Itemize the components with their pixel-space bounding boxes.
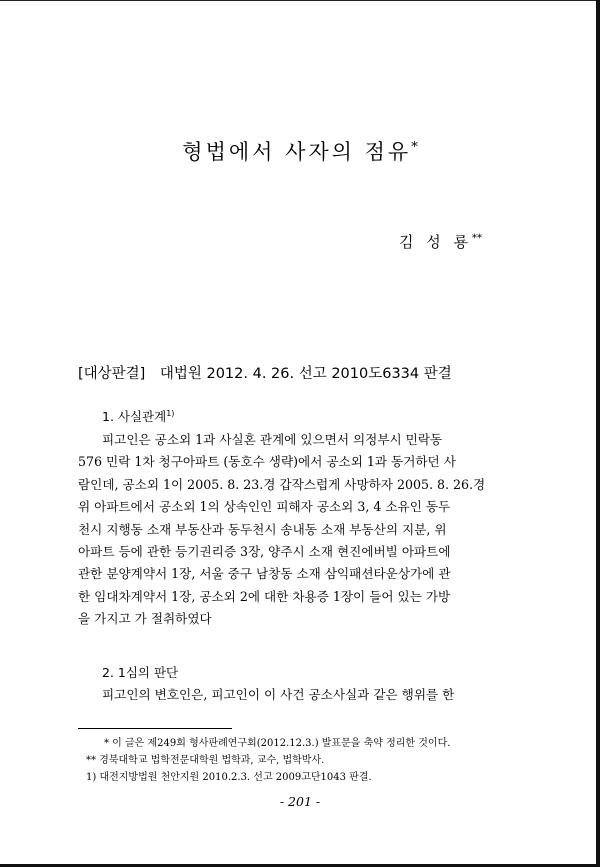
- first-instance-paragraph: [78, 684, 510, 706]
- case-reference: [대상판결] 대법원 2012. 4. 26. 선고 2010도6334 판결: [78, 366, 452, 382]
- footnote-divider: [78, 728, 232, 729]
- paper-title: [0, 136, 600, 166]
- page-edge-right: [596, 0, 600, 867]
- section-heading-facts-text: 1. 사실관계: [102, 409, 167, 424]
- paragraph-line: 한 임대차계약서 1장, 공소외 2에 대한 차용증 1장이 들어 있는 가방: [78, 588, 451, 604]
- footnotes: [86, 735, 450, 786]
- paragraph-line: 관한 분양계약서 1장, 서울 중구 남창동 소재 삼익패션타운상가에 관: [78, 566, 451, 582]
- footnote-item: ** 경북대학교 법학전문대학원 법학과, 교수, 법학박사.: [86, 755, 325, 766]
- author-footnote-mark: **: [472, 233, 482, 244]
- footnote-ref-1: 1): [166, 408, 175, 418]
- section-heading-first-instance: 2. 1심의 판단: [102, 665, 179, 680]
- author-name: [399, 231, 482, 252]
- paragraph-line: 피고인의 변호인은, 피고인이 이 사건 공소사실과 같은 행위를 한: [102, 687, 455, 702]
- section-heading-facts: [102, 407, 174, 425]
- footnote-item: 1) 대전지방법원 천안지원 2010.2.3. 선고 2009고단1043 판결.: [86, 772, 372, 783]
- paragraph-line: 천시 지행동 소재 부동산과 동두천시 송내동 소재 부동산의 지분, 위: [78, 521, 447, 537]
- author-name-text: 김 성 룡: [398, 233, 472, 251]
- paragraph-line: 람인데, 공소외 1이 2005. 8. 23.경 갑작스럽게 사망하자 2005. 8. 26.경: [78, 476, 486, 492]
- title-footnote-mark: *: [411, 140, 418, 155]
- paragraph-line: 을 가지고 가 절취하였다: [78, 611, 212, 627]
- footnote-item: * 이 글은 제249회 형사판례연구회(2012.12.3.) 발표문을 축약 정리한 것이다.: [104, 738, 451, 749]
- facts-paragraph: [78, 429, 510, 631]
- page-number: - 201 -: [279, 794, 321, 809]
- paragraph-line: 위 아파트에서 공소외 1의 상속인인 피해자 공소외 3, 4 소유인 동두: [78, 499, 451, 515]
- paper-title-text: 형법에서 사자의 점유: [182, 140, 412, 164]
- paragraph-line: 피고인은 공소외 1과 사실혼 관계에 있으면서 의정부시 민락동: [102, 432, 443, 447]
- paragraph-line: 576 민락 1차 청구아파트 (동호수 생략)에서 공소외 1과 동거하던 사: [78, 454, 456, 470]
- page-edge-top: [0, 0, 600, 1]
- paragraph-line: 아파트 등에 관한 등기권리증 3장, 양주시 소재 현진에버빌 아파트에: [78, 544, 451, 560]
